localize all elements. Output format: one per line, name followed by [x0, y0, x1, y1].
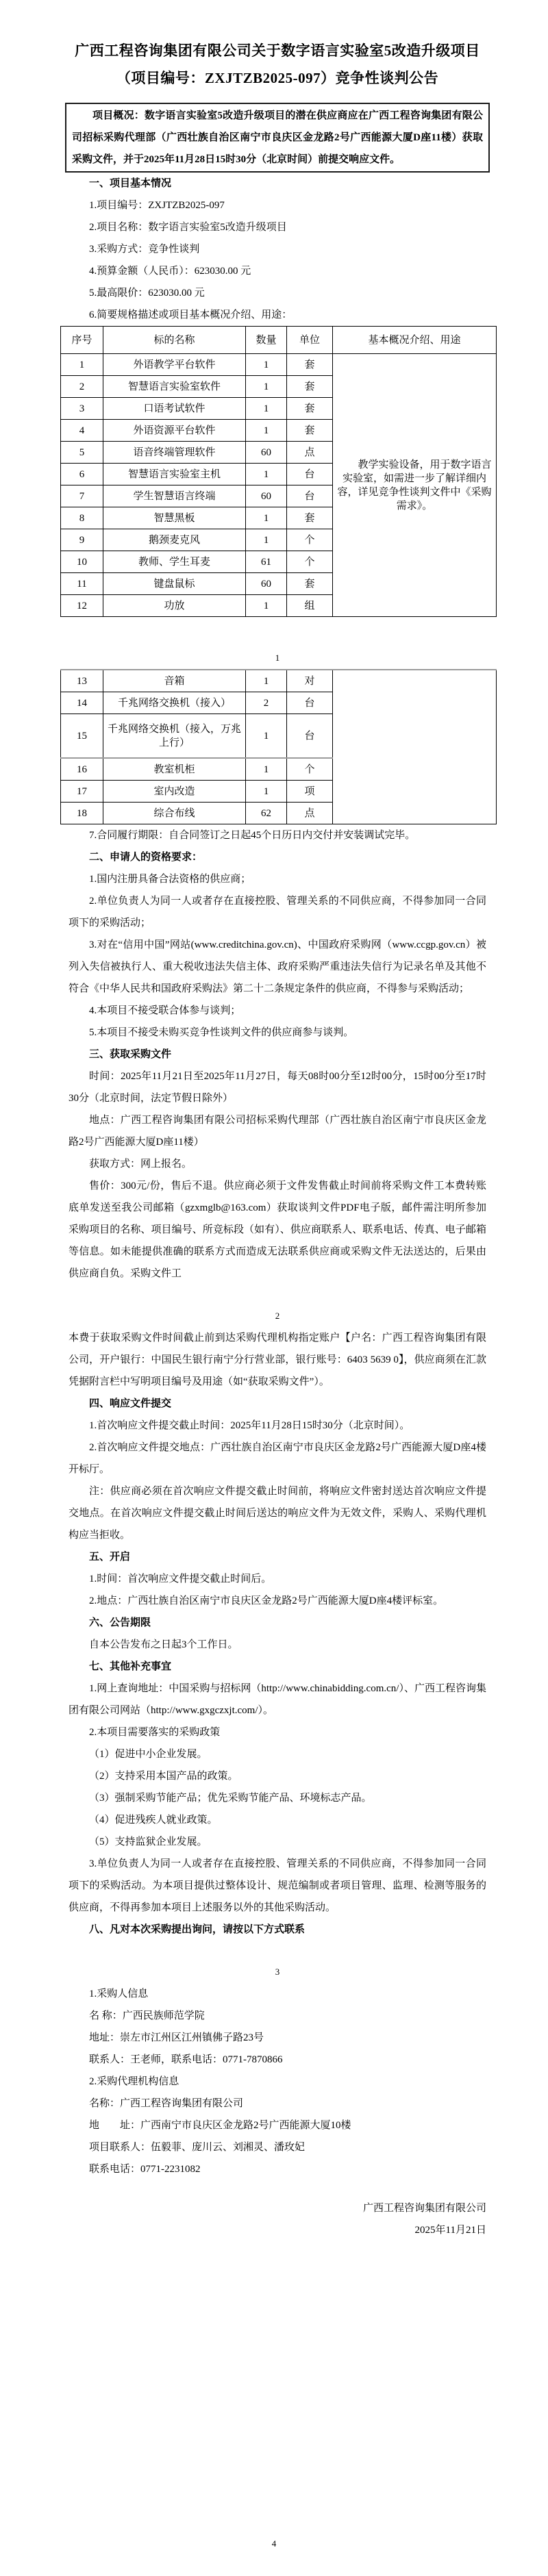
paragraph: 联系电话：0771-2231082 — [89, 2164, 201, 2175]
cell-qty: 1 — [246, 595, 287, 617]
paragraph: 1.时间：首次响应文件提交截止时间后。 — [89, 1574, 272, 1584]
section-heading: 八、凡对本次采购提出询问，请按以下方式联系 — [89, 1924, 306, 1935]
cell-name: 功放 — [103, 595, 246, 617]
paragraph: 2.项目名称：数字语言实验室5改造升级项目 — [89, 222, 287, 233]
paragraph: 注：供应商必须在首次响应文件提交截止时间前，将响应文件密封送达首次响应文件提交地点。在首次响应文件提交截止时间后送达的响应文件为无效文件，采购人、采购代理机构应当拒收。 — [68, 1486, 486, 1541]
cell-unit: 组 — [287, 595, 333, 617]
cell-name: 语音终端管理软件 — [103, 442, 246, 464]
cell-unit: 对 — [287, 670, 333, 692]
cell-name: 键盘鼠标 — [103, 573, 246, 595]
signature-date: 2025年11月21日 — [414, 2225, 486, 2236]
cell-no: 17 — [61, 781, 103, 803]
cell-description-note — [333, 670, 497, 824]
cell-unit: 个 — [287, 529, 333, 551]
cell-unit: 点 — [287, 442, 333, 464]
cell-no: 12 — [61, 595, 103, 617]
table-row — [61, 670, 497, 692]
cell-qty: 60 — [246, 442, 287, 464]
cell-unit: 套 — [287, 398, 333, 420]
cell-unit: 套 — [287, 354, 333, 376]
page-number: 3 — [275, 1967, 280, 1977]
cell-name: 外语资源平台软件 — [103, 420, 246, 442]
cell-name: 外语教学平台软件 — [103, 354, 246, 376]
cell-qty: 1 — [246, 398, 287, 420]
section-heading: 四、响应文件提交 — [89, 1398, 172, 1409]
cell-qty: 62 — [246, 803, 287, 824]
cell-no: 13 — [61, 670, 103, 692]
section-heading: 二、申请人的资格要求： — [89, 852, 203, 863]
page-number: 4 — [271, 2538, 277, 2549]
cell-no: 14 — [61, 692, 103, 714]
paragraph: 获取方式：网上报名。 — [89, 1159, 192, 1170]
cell-name: 教师、学生耳麦 — [103, 551, 246, 573]
section-heading: 七、其他补充事宜 — [89, 1661, 172, 1672]
cell-qty: 1 — [246, 529, 287, 551]
paragraph: 5.本项目不接受未购买竞争性谈判文件的供应商参与谈判。 — [89, 1027, 354, 1038]
cell-name: 口语考试软件 — [103, 398, 246, 420]
paragraph: 2.单位负责人为同一人或者存在直接控股、管理关系的不同供应商，不得参加同一合同项下的采购活动； — [68, 896, 486, 929]
project-overview-text: 项目概况：数字语言实验室5改造升级项目的潜在供应商应在广西工程咨询集团有限公司招标采购代理部（广西壮族自治区南宁市良庆区金龙路2号广西能源大厦D座11楼）获取采购文件，并于2025年11月28日15时30分（北京时间）前提交响应文件。 — [72, 110, 483, 165]
table-row — [61, 354, 497, 376]
paragraph: 2.地点：广西壮族自治区南宁市良庆区金龙路2号广西能源大厦D座4楼评标室。 — [89, 1595, 444, 1606]
cell-name: 千兆网络交换机（接入，万兆上行） — [103, 714, 246, 759]
cell-no: 18 — [61, 803, 103, 824]
cell-unit: 套 — [287, 376, 333, 398]
paragraph: 售价：300元/份，售后不退。供应商必须于文件发售截止时间前将采购文件工本费转账底单发送至我公司邮箱（gzxmglb@163.com）获取谈判文件PDF电子版，邮件需注明所参加采购项目的名称、项目编号、所竞标段（如有）、供应商联系人、联系电话、传真、电子邮箱等信息。如未能提供准确的联系方式而造成无法联系供应商或采购文件无法送达的，后果由供应商自负。采购文件工 — [68, 1180, 486, 1279]
cell-no: 9 — [61, 529, 103, 551]
paragraph: 地 址：广西南宁市良庆区金龙路2号广西能源大厦10楼 — [89, 2120, 351, 2131]
cell-name: 综合布线 — [103, 803, 246, 824]
cell-unit: 台 — [287, 692, 333, 714]
cell-qty: 1 — [246, 758, 287, 781]
cell-name: 教室机柜 — [103, 758, 246, 781]
cell-no: 5 — [61, 442, 103, 464]
cell-name: 音箱 — [103, 670, 246, 692]
cell-no: 3 — [61, 398, 103, 420]
paragraph: 4.本项目不接受联合体参与谈判； — [89, 1005, 241, 1016]
paragraph: 2.采购代理机构信息 — [89, 2076, 179, 2087]
paragraph: 3.采购方式：竞争性谈判 — [89, 244, 200, 255]
paragraph: 名 称：广西民族师范学院 — [89, 2010, 205, 2021]
title-line-1: 广西工程咨询集团有限公司关于数字语言实验室5改造升级项目 — [75, 42, 480, 59]
paragraph: 1.项目编号：ZXJTZB2025-097 — [89, 200, 225, 211]
cell-no: 2 — [61, 376, 103, 398]
cell-no: 16 — [61, 758, 103, 781]
signature-company: 广西工程咨询集团有限公司 — [362, 2203, 486, 2214]
paragraph: 6.简要规格描述或项目基本概况介绍、用途： — [89, 310, 292, 320]
cell-no: 1 — [61, 354, 103, 376]
cell-qty: 1 — [246, 781, 287, 803]
col-header: 单位 — [287, 327, 333, 354]
paragraph: 1.网上查询地址：中国采购与招标网（http://www.chinabidding.com.cn/）、广西工程咨询集团有限公司网站（http://www.gxgczxjt.com/）。 — [68, 1683, 486, 1716]
section-heading: 一、项目基本情况 — [89, 178, 172, 189]
document-title — [68, 37, 486, 92]
col-header: 数量 — [246, 327, 287, 354]
cell-name: 鹅颈麦克风 — [103, 529, 246, 551]
cell-qty: 1 — [246, 507, 287, 529]
section-heading: 五、开启 — [89, 1552, 131, 1563]
title-line-2: （项目编号：ZXJTZB2025-097）竞争性谈判公告 — [116, 70, 439, 86]
cell-unit: 项 — [287, 781, 333, 803]
paragraph: （3）强制采购节能产品；优先采购节能产品、环境标志产品。 — [89, 1793, 372, 1804]
paragraph: 1.采购人信息 — [89, 1988, 149, 1999]
cell-unit: 套 — [287, 573, 333, 595]
paragraph: 2.本项目需要落实的采购政策 — [89, 1727, 221, 1738]
cell-unit: 台 — [287, 464, 333, 485]
section-heading: 三、获取采购文件 — [89, 1049, 172, 1060]
cell-unit: 个 — [287, 551, 333, 573]
col-header: 序号 — [61, 327, 103, 354]
cell-name: 智慧黑板 — [103, 507, 246, 529]
cell-no: 7 — [61, 485, 103, 507]
paragraph: （1）促进中小企业发展。 — [89, 1749, 208, 1760]
cell-no: 15 — [61, 714, 103, 759]
section-heading: 六、公告期限 — [89, 1617, 151, 1628]
paragraph: 1.首次响应文件提交截止时间：2025年11月28日15时30分（北京时间）。 — [89, 1420, 410, 1431]
cell-description-note: 教学实验设备，用于数字语言实验室，如需进一步了解详细内容，详见竞争性谈判文件中《采购需求》。 — [333, 354, 497, 617]
cell-no: 6 — [61, 464, 103, 485]
page-number: 1 — [275, 653, 280, 663]
goods-table-page1 — [60, 326, 497, 617]
page-number: 2 — [275, 1311, 280, 1321]
goods-table-header — [61, 327, 497, 354]
cell-qty: 1 — [246, 420, 287, 442]
paragraph: （5）支持监狱企业发展。 — [89, 1836, 208, 1847]
paragraph: 自本公告发布之日起3个工作日。 — [89, 1639, 238, 1650]
paragraph: （2）支持采用本国产品的政策。 — [89, 1771, 238, 1782]
paragraph: 3.单位负责人为同一人或者存在直接控股、管理关系的不同供应商，不得参加同一合同项下的采购活动。为本项目提供过整体设计、规范编制或者项目管理、监理、检测等服务的供应商，不得再参加本项目上述服务以外的其他采购活动。 — [68, 1858, 486, 1913]
project-overview-box — [65, 103, 490, 173]
cell-qty: 2 — [246, 692, 287, 714]
paragraph: 时间：2025年11月21日至2025年11月27日，每天08时00分至12时00分，15时00分至17时30分（北京时间，法定节假日除外） — [68, 1071, 486, 1104]
cell-unit: 套 — [287, 507, 333, 529]
cell-unit: 个 — [287, 758, 333, 781]
cell-qty: 1 — [246, 670, 287, 692]
paragraph: 地址：崇左市江州区江州镇佛子路23号 — [89, 2032, 264, 2043]
table-header-row — [61, 327, 497, 354]
col-header: 标的名称 — [103, 327, 246, 354]
cell-name: 室内改造 — [103, 781, 246, 803]
cell-qty: 1 — [246, 714, 287, 759]
cell-qty: 1 — [246, 354, 287, 376]
cell-name: 智慧语言实验室软件 — [103, 376, 246, 398]
cell-name: 学生智慧语言终端 — [103, 485, 246, 507]
cell-unit: 点 — [287, 803, 333, 824]
cell-name: 智慧语言实验室主机 — [103, 464, 246, 485]
paragraph: 7.合同履行期限：自合同签订之日起45个日历日内交付并安装调试完毕。 — [89, 830, 416, 841]
paragraph: 项目联系人：伍毅菲、庞川云、刘湘灵、潘玫妃 — [89, 2142, 306, 2153]
cell-name: 千兆网络交换机（接入） — [103, 692, 246, 714]
cell-no: 11 — [61, 573, 103, 595]
paragraph: 1.国内注册具备合法资格的供应商； — [89, 874, 251, 885]
paragraph: 4.预算金额（人民币）：623030.00 元 — [89, 266, 251, 277]
cell-qty: 1 — [246, 376, 287, 398]
paragraph: 名称：广西工程咨询集团有限公司 — [89, 2098, 244, 2109]
col-header: 基本概况介绍、用途 — [333, 327, 497, 354]
section-basic-info — [68, 173, 486, 326]
paragraph: 5.最高限价：623030.00 元 — [89, 288, 205, 299]
cell-qty: 61 — [246, 551, 287, 573]
paragraph: （4）促进残疾人就业政策。 — [89, 1815, 218, 1826]
cell-no: 10 — [61, 551, 103, 573]
paragraph: 本费于获取采购文件时间截止前到达采购代理机构指定账户【户名：广西工程咨询集团有限公司，开户银行：中国民生银行南宁分行营业部，银行账号：6403 5639 0】，供应商须在汇款凭据附言栏中写明项目编号及用途（如“获取采购文件”）。 — [68, 1333, 486, 1387]
paragraph: 3.对在“信用中国”网站(www.creditchina.gov.cn)、中国政府采购网（www.ccgp.gov.cn）被列入失信被执行人、重大税收违法失信主体、政府采购严重违法失信行为记录名单及其他不符合《中华人民共和国政府采购法》第二十二条规定条件的供应商，不得参与采购活动； — [68, 939, 486, 994]
cell-unit: 台 — [287, 485, 333, 507]
document-body — [68, 824, 486, 2180]
cell-no: 8 — [61, 507, 103, 529]
cell-qty: 60 — [246, 573, 287, 595]
signature-block — [68, 2197, 486, 2241]
goods-table-page2 — [60, 669, 497, 824]
cell-qty: 60 — [246, 485, 287, 507]
cell-unit: 套 — [287, 420, 333, 442]
paragraph: 2.首次响应文件提交地点：广西壮族自治区南宁市良庆区金龙路2号广西能源大厦D座4楼开标厅。 — [68, 1442, 486, 1475]
cell-unit: 台 — [287, 714, 333, 759]
paragraph: 联系人：王老师，联系电话：0771-7870866 — [89, 2054, 283, 2065]
cell-no: 4 — [61, 420, 103, 442]
paragraph: 地点：广西工程咨询集团有限公司招标采购代理部（广西壮族自治区南宁市良庆区金龙路2号广西能源大厦D座11楼） — [68, 1115, 486, 1148]
cell-qty: 1 — [246, 464, 287, 485]
